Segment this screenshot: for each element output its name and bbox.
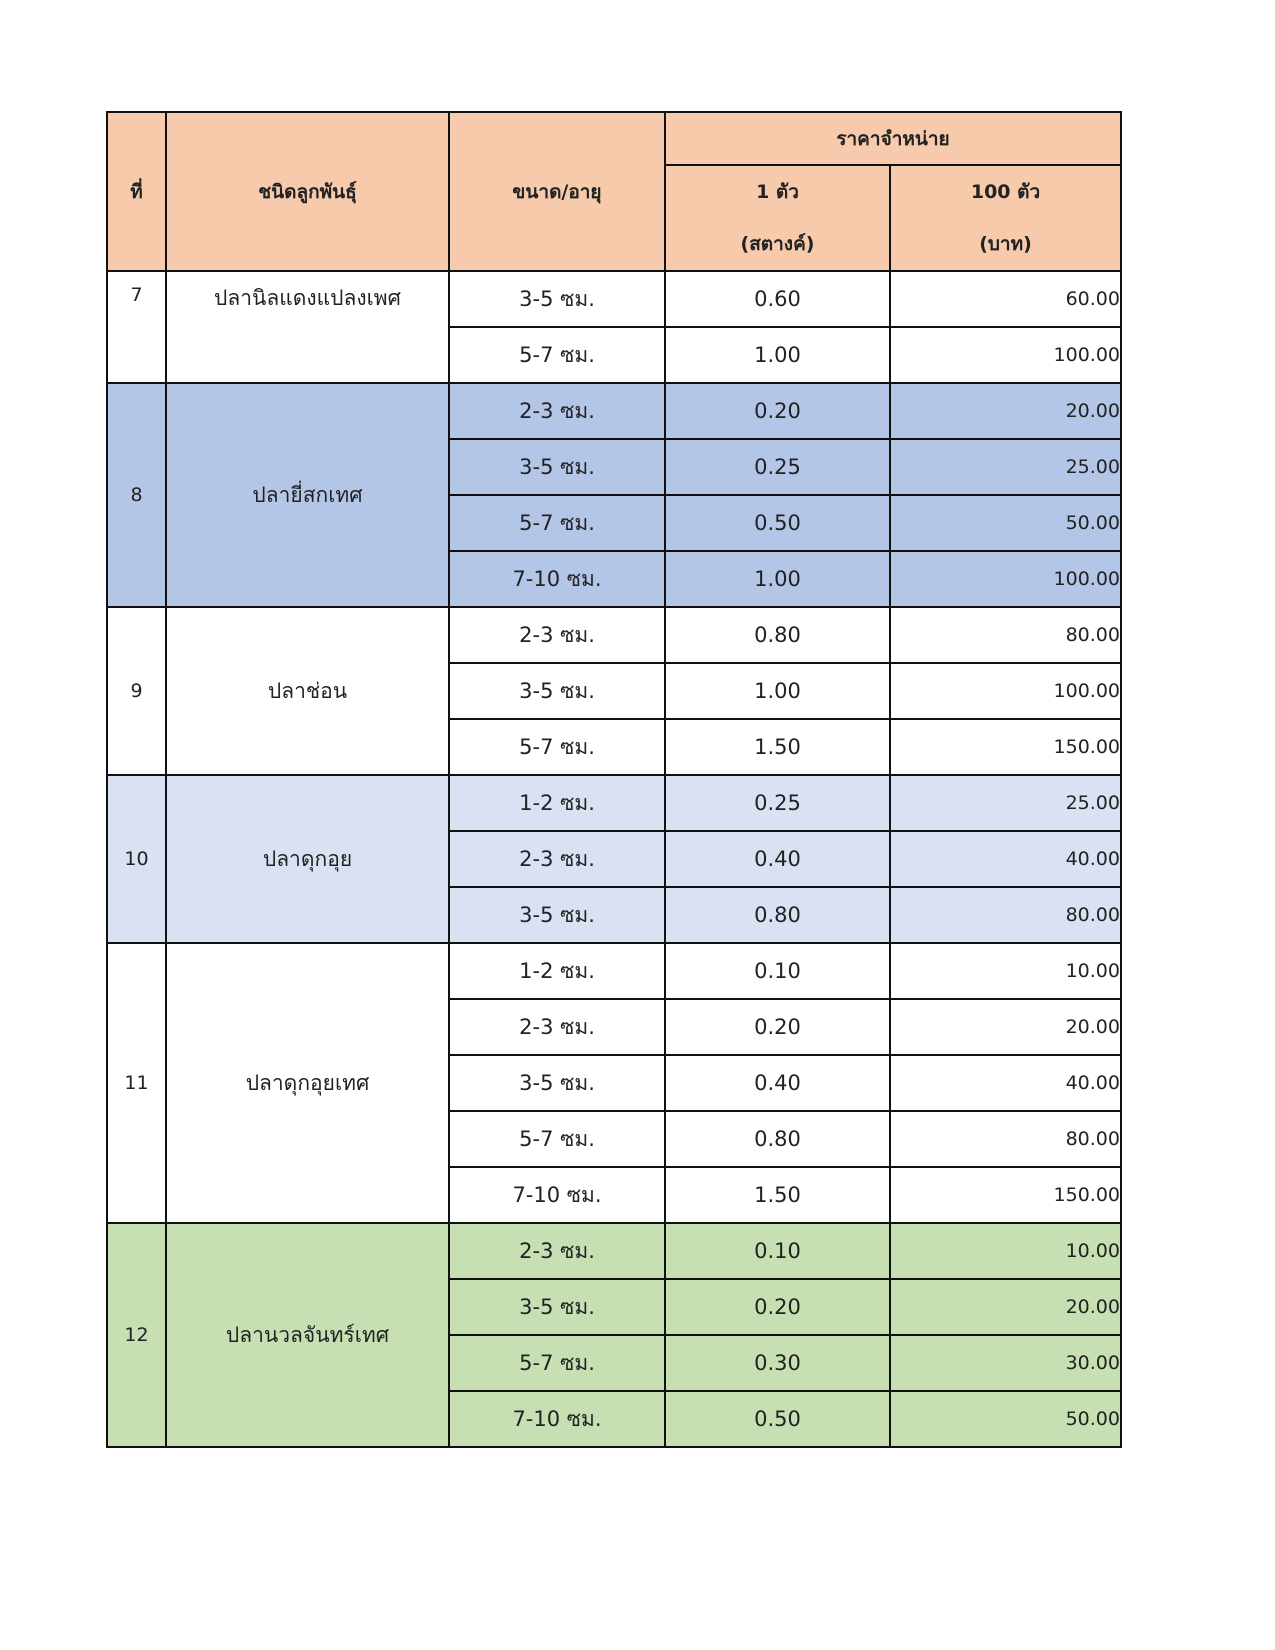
cell-hundred-price: 20.00 — [890, 1279, 1121, 1335]
header-price-group: ราคาจำหน่าย — [665, 112, 1121, 165]
cell-unit-price: 0.20 — [665, 383, 890, 439]
cell-size: 3-5 ซม. — [449, 271, 665, 327]
header-unit-price — [665, 165, 890, 271]
cell-unit-price: 0.80 — [665, 1111, 890, 1167]
cell-size: 7-10 ซม. — [449, 1167, 665, 1223]
table-row — [107, 943, 1121, 999]
cell-size: 5-7 ซม. — [449, 1335, 665, 1391]
cell-species: ปลาดุกอุย — [166, 775, 449, 943]
cell-no: 10 — [107, 775, 166, 943]
cell-unit-price: 1.50 — [665, 719, 890, 775]
cell-size: 3-5 ซม. — [449, 1279, 665, 1335]
cell-unit-price: 0.40 — [665, 1055, 890, 1111]
cell-no: 8 — [107, 383, 166, 607]
cell-size: 5-7 ซม. — [449, 719, 665, 775]
cell-hundred-price: 25.00 — [890, 439, 1121, 495]
cell-size: 1-2 ซม. — [449, 943, 665, 999]
cell-hundred-price: 150.00 — [890, 1167, 1121, 1223]
cell-hundred-price: 100.00 — [890, 551, 1121, 607]
header-hundred-price — [890, 165, 1121, 271]
header-no: ที่ — [107, 112, 166, 271]
header-hundred-price-label: 100 ตัว — [970, 181, 1041, 203]
table-row — [107, 271, 1121, 327]
table-row — [107, 607, 1121, 663]
fingerling-price-table — [106, 111, 1122, 1448]
cell-size: 5-7 ซม. — [449, 1111, 665, 1167]
cell-species: ปลาช่อน — [166, 607, 449, 775]
table-row — [107, 383, 1121, 439]
cell-hundred-price: 50.00 — [890, 495, 1121, 551]
cell-unit-price: 0.80 — [665, 887, 890, 943]
header-hundred-price-currency: (บาท) — [979, 233, 1032, 255]
header-species: ชนิดลูกพันธุ์ — [166, 112, 449, 271]
cell-species: ปลานิลแดงแปลงเพศ — [166, 271, 449, 383]
cell-hundred-price: 60.00 — [890, 271, 1121, 327]
cell-size: 3-5 ซม. — [449, 439, 665, 495]
cell-size: 2-3 ซม. — [449, 1223, 665, 1279]
cell-species: ปลาดุกอุยเทศ — [166, 943, 449, 1223]
cell-unit-price: 0.60 — [665, 271, 890, 327]
table-body — [107, 271, 1121, 1447]
table-row — [107, 1223, 1121, 1279]
cell-unit-price: 0.80 — [665, 607, 890, 663]
header-unit-price-currency: (สตางค์) — [740, 233, 815, 255]
table-header — [107, 112, 1121, 271]
cell-species: ปลานวลจันทร์เทศ — [166, 1223, 449, 1447]
cell-size: 2-3 ซม. — [449, 831, 665, 887]
cell-size: 2-3 ซม. — [449, 999, 665, 1055]
cell-size: 2-3 ซม. — [449, 383, 665, 439]
cell-no: 12 — [107, 1223, 166, 1447]
cell-unit-price: 0.25 — [665, 775, 890, 831]
cell-unit-price: 0.10 — [665, 943, 890, 999]
cell-unit-price: 1.50 — [665, 1167, 890, 1223]
cell-hundred-price: 100.00 — [890, 663, 1121, 719]
cell-unit-price: 0.20 — [665, 1279, 890, 1335]
cell-hundred-price: 10.00 — [890, 1223, 1121, 1279]
cell-hundred-price: 80.00 — [890, 607, 1121, 663]
cell-unit-price: 0.30 — [665, 1335, 890, 1391]
cell-size: 5-7 ซม. — [449, 495, 665, 551]
cell-unit-price: 0.25 — [665, 439, 890, 495]
cell-unit-price: 0.20 — [665, 999, 890, 1055]
cell-unit-price: 1.00 — [665, 551, 890, 607]
cell-hundred-price: 50.00 — [890, 1391, 1121, 1447]
cell-species: ปลายี่สกเทศ — [166, 383, 449, 607]
cell-size: 3-5 ซม. — [449, 663, 665, 719]
cell-size: 7-10 ซม. — [449, 551, 665, 607]
cell-unit-price: 0.50 — [665, 495, 890, 551]
cell-size: 3-5 ซม. — [449, 887, 665, 943]
cell-size: 5-7 ซม. — [449, 327, 665, 383]
cell-hundred-price: 30.00 — [890, 1335, 1121, 1391]
table-row — [107, 775, 1121, 831]
cell-hundred-price: 150.00 — [890, 719, 1121, 775]
cell-hundred-price: 20.00 — [890, 383, 1121, 439]
header-size: ขนาด/อายุ — [449, 112, 665, 271]
cell-unit-price: 0.10 — [665, 1223, 890, 1279]
cell-hundred-price: 10.00 — [890, 943, 1121, 999]
cell-no: 9 — [107, 607, 166, 775]
cell-no: 7 — [107, 271, 166, 383]
cell-size: 3-5 ซม. — [449, 1055, 665, 1111]
cell-size: 7-10 ซม. — [449, 1391, 665, 1447]
cell-size: 1-2 ซม. — [449, 775, 665, 831]
cell-hundred-price: 100.00 — [890, 327, 1121, 383]
cell-unit-price: 0.50 — [665, 1391, 890, 1447]
cell-hundred-price: 25.00 — [890, 775, 1121, 831]
cell-unit-price: 0.40 — [665, 831, 890, 887]
cell-hundred-price: 20.00 — [890, 999, 1121, 1055]
cell-hundred-price: 80.00 — [890, 1111, 1121, 1167]
cell-unit-price: 1.00 — [665, 327, 890, 383]
cell-unit-price: 1.00 — [665, 663, 890, 719]
cell-size: 2-3 ซม. — [449, 607, 665, 663]
cell-hundred-price: 40.00 — [890, 1055, 1121, 1111]
cell-no: 11 — [107, 943, 166, 1223]
cell-hundred-price: 40.00 — [890, 831, 1121, 887]
header-unit-price-label: 1 ตัว — [756, 181, 799, 203]
cell-hundred-price: 80.00 — [890, 887, 1121, 943]
